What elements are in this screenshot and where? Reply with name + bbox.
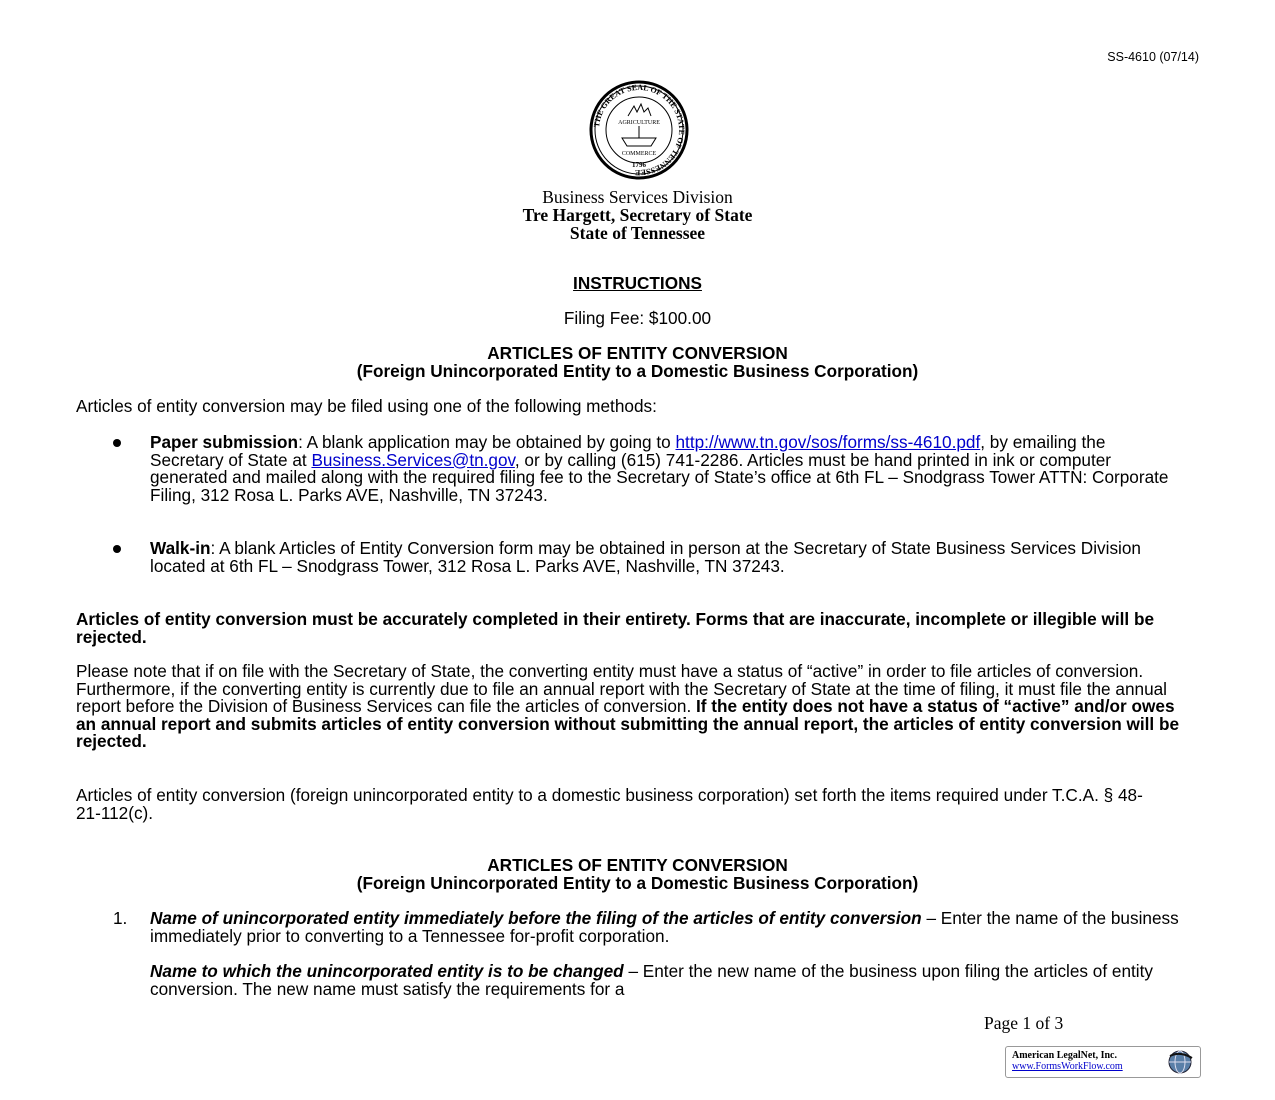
bullet-label: Walk-in xyxy=(150,538,211,558)
instructions-heading: INSTRUCTIONS xyxy=(573,273,702,293)
bullet-dot xyxy=(113,439,121,447)
header-state: State of Tennessee xyxy=(569,223,706,243)
section-title-line1: ARTICLES OF ENTITY CONVERSION xyxy=(487,855,788,875)
bullet-text: , or by calling (615) 741-2286. Articles must be hand printed in ink or computer generated and mailed along with the required filing fee to the Secretary of State’s office at 6th FL – Snodgrass Tower ATTN: Corporate Filing, 312 Rosa L. Parks AVE, Nashville, TN 37243. xyxy=(150,449,1169,505)
item-text: – Enter the new name of the business upon filing the articles of entity conversion. The new name must satisfy the requirements for a xyxy=(150,961,1153,999)
item-label: Name to which the unincorporated entity is to be changed xyxy=(150,961,624,981)
bullet-label: Paper submission xyxy=(150,432,299,452)
logo-company-name: American LegalNet, Inc. xyxy=(1012,1050,1117,1061)
item-number: 1. xyxy=(113,908,128,928)
items-required-text: Articles of entity conversion (foreign unincorporated entity to a domestic business corporation) set forth the items required under T.C.A. § 48-21-112(c). xyxy=(76,785,1143,823)
bullet-text: , by emailing the Secretary of State at xyxy=(150,432,1106,470)
item-text: – Enter the name of the business immediately prior to converting to a Tennessee for-profit corporation. xyxy=(150,908,1179,946)
bullet-paper-submission xyxy=(150,434,1180,504)
bullet-text: : A blank application may be obtained by going to xyxy=(298,432,676,452)
filing-fee: Filing Fee: $100.00 xyxy=(563,308,712,328)
title-line1: ARTICLES OF ENTITY CONVERSION xyxy=(487,343,788,363)
warning-text: Articles of entity conversion must be accurately completed in their entirety. Forms that are inaccurate, incomplete or illegible will be rejected. xyxy=(76,609,1155,647)
header-secretary: Tre Hargett, Secretary of State xyxy=(522,205,753,225)
header-division: Business Services Division xyxy=(542,187,733,207)
item-1b xyxy=(150,963,1180,998)
seal-top-word: AGRICULTURE xyxy=(618,120,660,126)
seal-graphic xyxy=(562,80,716,180)
bullet-walk-in xyxy=(150,540,1200,575)
bullet-dot xyxy=(113,545,121,553)
seal-outer-text: THE GREAT SEAL OF THE STATE OF TENNESSEE xyxy=(592,82,687,178)
section-title-line2: (Foreign Unincorporated Entity to a Domestic Business Corporation) xyxy=(356,873,919,893)
seal-year: 1796 xyxy=(632,161,646,169)
intro-text: Articles of entity conversion may be filed using one of the following methods: xyxy=(76,396,657,416)
bullet-text: : A blank Articles of Entity Conversion form may be obtained in person at the Secretary of State Business Services Division located at 6th FL – Snodgrass Tower, 312 Rosa L. Parks AVE, Nashville, TN 37243. xyxy=(150,538,1141,576)
page-number: Page 1 of 3 xyxy=(984,1013,1064,1033)
state-seal xyxy=(562,80,716,180)
email-link[interactable]: Business.Services@tn.gov xyxy=(311,449,515,470)
title-line2: (Foreign Unincorporated Entity to a Domestic Business Corporation) xyxy=(356,361,919,381)
form-code: SS-4610 (07/14) xyxy=(1107,50,1199,64)
american-legalnet-logo[interactable] xyxy=(1005,1046,1201,1078)
logo-text xyxy=(1012,1050,1123,1072)
note-text: Please note that if on file with the Secretary of State, the converting entity must have a status of “active” in order to file articles of conversion. Furthermore, if the converting entity is currently due to file an annual report with the Secretary of State at the time of filing, it must file the annual report before the Division of Business Services can file the articles of conversion. xyxy=(76,661,1168,717)
note-bold-text: If the entity does not have a status of “active” and/or owes an annual report and submits articles of entity conversion without submitting the annual report, the articles of entity conversion will be rejected. xyxy=(76,696,1180,752)
item-1 xyxy=(150,910,1200,945)
status-note xyxy=(76,663,1196,751)
form-link[interactable]: http://www.tn.gov/sos/forms/ss-4610.pdf xyxy=(675,432,981,452)
item-label: Name of unincorporated entity immediately before the filing of the articles of entity conversion xyxy=(150,908,922,928)
globe-icon xyxy=(1166,1049,1194,1075)
seal-bottom-word: COMMERCE xyxy=(621,151,657,157)
logo-url: www.FormsWorkFlow.com xyxy=(1012,1061,1123,1072)
